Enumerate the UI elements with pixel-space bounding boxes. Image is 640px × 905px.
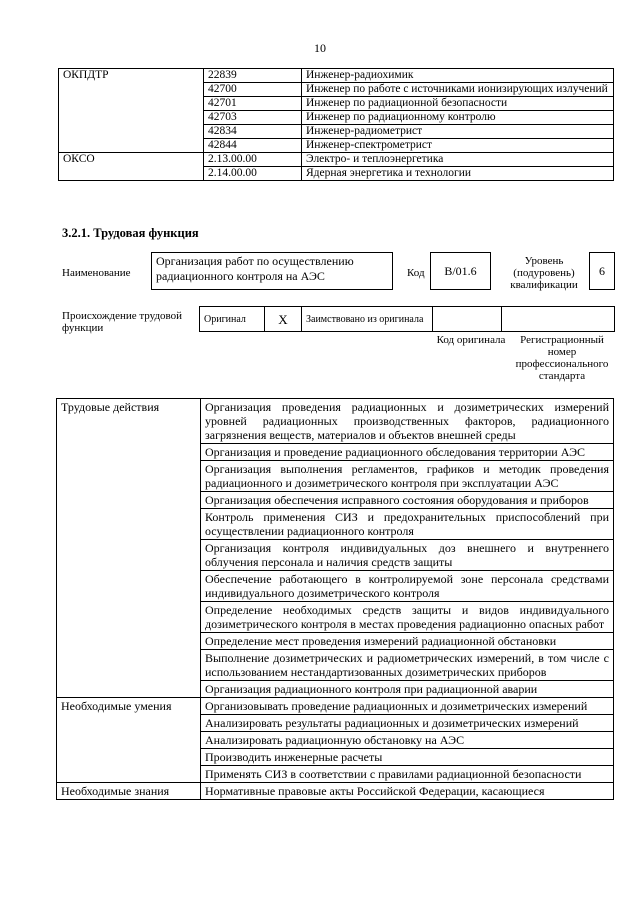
item-cell: Производить инженерные расчеты: [201, 749, 614, 766]
classifier-cell: [59, 125, 204, 139]
item-cell: Организация контроля индивидуальных доз внешнего и внутреннего облучения персонала и наличия средств защиты: [201, 540, 614, 571]
occupation-name-cell: Инженер по работе с источниками ионизирующих излучений: [302, 83, 614, 97]
code-cell: 2.13.00.00: [204, 153, 302, 167]
section-label-cell: Необходимые знания: [57, 783, 201, 800]
labor-function-table: [56, 398, 614, 800]
classifier-cell: [59, 83, 204, 97]
occupation-name-cell: Ядерная энергетика и технологии: [302, 167, 614, 181]
origin-label: Происхождение трудовой функции: [62, 310, 183, 334]
item-cell: Организация проведения радиационных и дозиметрических измерений уровней радиационных производственных факторов, радиационного загрязнения веществ, материалов и объектов внешней среды: [201, 399, 614, 444]
classifier-cell: [59, 167, 204, 181]
code-cell: 22839: [204, 69, 302, 83]
code-label: Код: [407, 267, 425, 279]
item-cell: Анализировать результаты радиационных и дозиметрических измерений: [201, 715, 614, 732]
item-cell: Организация выполнения регламентов, графиков и методик проведения радиационного и дозиметрического контроля при эксплуатации АЭС: [201, 461, 614, 492]
borrowed-label: Заимствовано из оригинала: [302, 307, 433, 332]
codes-row: [59, 125, 614, 139]
reg-caption: Регистрационный номер профессионального стандарта: [515, 334, 609, 382]
table-row: [57, 783, 614, 800]
occupation-name-cell: Инженер-спектрометрист: [302, 139, 614, 153]
item-cell: Организовывать проведение радиационных и дозиметрических измерений: [201, 698, 614, 715]
item-cell: Контроль применения СИЗ и предохранительных приспособлений при осуществлении радиационного контроля: [201, 509, 614, 540]
codes-row: [59, 111, 614, 125]
code-cell: 42703: [204, 111, 302, 125]
page-number: 10: [314, 41, 326, 55]
item-cell: Определение необходимых средств защиты и видов индивидуального дозиметрического контроля в местах проведения радиационно опасных работ: [201, 602, 614, 633]
code-cell: 42700: [204, 83, 302, 97]
item-cell: Выполнение дозиметрических и радиометрических измерений, в том числе с использованием нестандартизованных дозиметрических приборов: [201, 650, 614, 681]
occupation-name-cell: Инженер-радиометрист: [302, 125, 614, 139]
occupation-name-cell: Инженер по радиационному контролю: [302, 111, 614, 125]
original-mark: X: [265, 307, 302, 332]
occupation-name-cell: Инженер по радиационной безопасности: [302, 97, 614, 111]
item-cell: Организация радиационного контроля при радиационной аварии: [201, 681, 614, 698]
codes-row: [59, 167, 614, 181]
classifier-cell: [59, 139, 204, 153]
codes-row: [59, 97, 614, 111]
original-label: Оригинал: [200, 307, 265, 332]
codes-row: [59, 139, 614, 153]
level-label: Уровень (подуровень) квалификации: [510, 255, 578, 291]
reg-number-cell: [502, 307, 615, 332]
occupation-name-cell: Инженер-радиохимик: [302, 69, 614, 83]
classifier-cell: [59, 111, 204, 125]
section-title: 3.2.1. Трудовая функция: [62, 226, 199, 240]
function-name-box: Организация работ по осуществлению радиационного контроля на АЭС: [151, 252, 393, 290]
level-box: 6: [589, 252, 615, 290]
origin-table: [199, 306, 615, 332]
name-label: Наименование: [62, 267, 131, 279]
table-row: [57, 698, 614, 715]
classifier-cell: ОКПДТР: [59, 69, 204, 83]
item-cell: Анализировать радиационную обстановку на АЭС: [201, 732, 614, 749]
codes-row: [59, 69, 614, 83]
table-row: [57, 399, 614, 444]
codes-row: [59, 153, 614, 167]
occupation-name-cell: Электро- и теплоэнергетика: [302, 153, 614, 167]
codes-row: [59, 83, 614, 97]
item-cell: Применять СИЗ в соответствии с правилами радиационной безопасности: [201, 766, 614, 783]
section-label-cell: Необходимые умения: [57, 698, 201, 783]
code-caption: Код оригинала: [436, 334, 506, 346]
code-cell: 2.14.00.00: [204, 167, 302, 181]
code-cell: 42701: [204, 97, 302, 111]
item-cell: Организация и проведение радиационного обследования территории АЭС: [201, 444, 614, 461]
classifier-cell: ОКСО: [59, 153, 204, 167]
code-cell: 42844: [204, 139, 302, 153]
item-cell: Обеспечение работающего в контролируемой зоне персонала средствами индивидуального дозиметрического контроля: [201, 571, 614, 602]
classifier-cell: [59, 97, 204, 111]
item-cell: Определение мест проведения измерений радиационной обстановки: [201, 633, 614, 650]
section-label-cell: Трудовые действия: [57, 399, 201, 698]
original-code-cell: [433, 307, 502, 332]
item-cell: Организация обеспечения исправного состояния оборудования и приборов: [201, 492, 614, 509]
codes-table: [58, 68, 614, 181]
item-cell: Нормативные правовые акты Российской Федерации, касающиеся: [201, 783, 614, 800]
function-code-box: B/01.6: [430, 252, 491, 290]
code-cell: 42834: [204, 125, 302, 139]
